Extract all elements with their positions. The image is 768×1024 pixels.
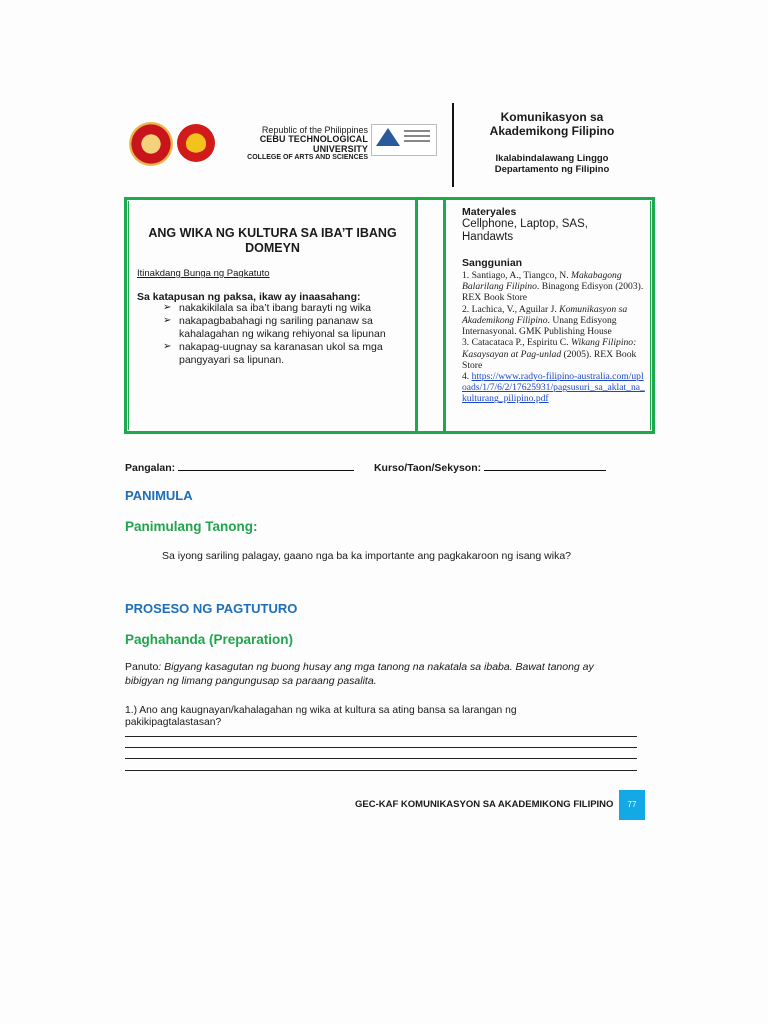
- certification-logo: [371, 124, 437, 156]
- question-1: 1.) Ano ang kaugnayan/kahalagahan ng wika at kultura sa ating bansa sa larangan ng pakikipagtalastasan?: [125, 705, 517, 728]
- materials-list: Cellphone, Laptop, SAS, Handawts: [462, 218, 588, 244]
- materials-heading: Materyales: [462, 206, 517, 218]
- footer-course: GEC-KAF KOMUNIKASYON SA AKADEMIKONG FILIPINO: [355, 799, 614, 810]
- course-header: [472, 111, 632, 175]
- course-title-line2: Akademikong Filipino: [489, 123, 615, 138]
- reference-item: 2. Lachica, V., Aguilar J. Komunikasyon sa Akademikong Filipino. Unang Edisyong Internasyonal. GMK Publishing House: [462, 303, 628, 338]
- list-item: ➢ nakakikilala sa iba’t ibang barayti ng wika: [163, 302, 408, 315]
- college-name: COLLEGE OF ARTS AND SCIENCES: [247, 154, 368, 162]
- objectives-intro: Sa katapusan ng paksa, ikaw ay inaasahang:: [137, 291, 361, 303]
- section-heading-proseso: PROSESO NG PAGTUTURO: [125, 601, 298, 616]
- course-section-label: Kurso/Taon/Sekyson:: [373, 462, 482, 474]
- references-list: [462, 270, 647, 405]
- answer-line[interactable]: [125, 770, 637, 771]
- course-section-field[interactable]: [484, 460, 606, 471]
- republic-text: Republic of the Philippines: [261, 125, 368, 135]
- reference-item: 4. https://www.radyo-filipino-australia.com/uploads/1/7/6/2/17625931/pagsusuri_sa_aklat_na_kulturang_pilipino.pdf: [462, 370, 645, 405]
- opening-question: Sa iyong sariling palagay, gaano nga ba ka importante ang pagkakaroon ng isang wika?: [162, 550, 572, 562]
- subheading-panimulang-tanong: Panimulang Tanong:: [125, 519, 258, 534]
- section-heading-panimula: PANIMULA: [125, 488, 193, 503]
- instructions-text: : Bigyang kasagutan ng buong husay ang mga tanong na nakatala sa ibaba. Bawat tanong ay bibigyan ng limang pangungusap sa paraang pasalita.: [125, 661, 594, 687]
- objectives-list: [163, 302, 408, 367]
- answer-line[interactable]: [125, 758, 637, 759]
- week-label: Ikalabindalawang Linggo: [495, 152, 609, 164]
- reference-item: 1. Santiago, A., Tiangco, N. Makabagong Balarilang Filipino. Binagong Edisyon (2003). REX Book Store: [462, 270, 644, 304]
- list-item: ➢ nakapagbabahagi ng sariling pananaw sa kahalagahan ng wikang rehiyonal sa lipunan: [163, 315, 408, 341]
- course-title-line1: Komunikasyon sa: [500, 110, 604, 124]
- instructions-label: Panuto: [125, 661, 159, 673]
- instructions: [125, 661, 595, 688]
- student-info-form: [125, 460, 635, 474]
- department-label: Departamento ng Filipino: [494, 163, 610, 175]
- answer-line[interactable]: [125, 736, 637, 737]
- header-divider: [452, 103, 454, 187]
- reference-link[interactable]: https://www.radyo-filipino-australia.com/uploads/1/7/6/2/17625931/pagsusuri_sa_aklat_na_kulturang_pilipino.pdf: [462, 370, 645, 405]
- university-name: CEBU TECHNOLOGICAL UNIVERSITY: [259, 134, 368, 154]
- name-field[interactable]: [178, 460, 354, 471]
- asean-logo: [177, 124, 215, 162]
- answer-line[interactable]: [125, 747, 637, 748]
- reference-item: 3. Catacataca P., Espiritu C. Wikang Filipino: Kasaysayan at Pag-unlad (2005). REX Book Store: [462, 337, 637, 371]
- frame-divider: [443, 200, 446, 431]
- certification-mark-icon: [376, 128, 400, 146]
- page-number: 77: [619, 790, 645, 820]
- references-heading: Sanggunian: [462, 257, 523, 269]
- topic-title: ANG WIKA NG KULTURA SA IBA’T IBANG DOMEYN: [148, 226, 397, 255]
- university-seal-logo: [129, 122, 173, 166]
- frame-divider: [415, 200, 418, 431]
- learning-outcomes-label: Itinakdang Bunga ng Pagkatuto: [137, 268, 270, 279]
- name-label: Pangalan:: [125, 462, 176, 474]
- institution-header: [222, 126, 368, 162]
- list-item: ➢ nakapag-uugnay sa karanasan ukol sa mga pangyayari sa lipunan.: [163, 341, 408, 367]
- subheading-paghahanda: Paghahanda (Preparation): [125, 632, 294, 647]
